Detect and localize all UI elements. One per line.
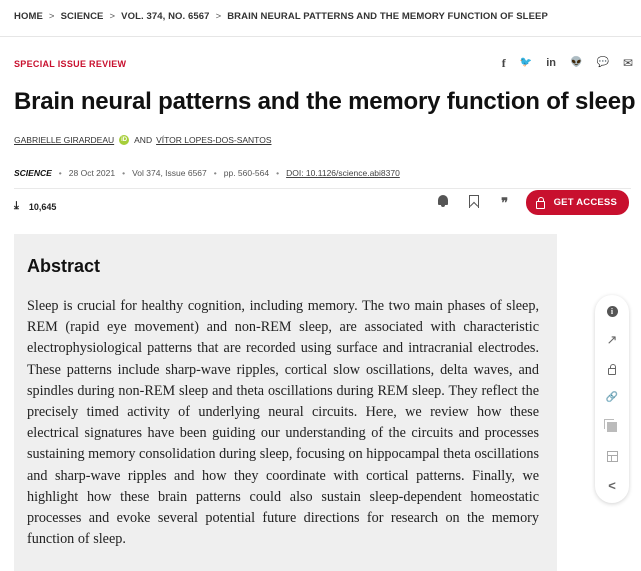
table-icon [607,451,618,462]
header-divider [0,36,641,37]
figures-icon [607,422,617,432]
meta-divider [14,188,631,189]
orcid-icon[interactable]: iD [121,137,128,143]
bookmark-icon [469,195,479,208]
publication-date: 28 Oct 2021 [68,168,116,178]
linkedin-icon[interactable]: in [546,57,557,69]
author-list [14,135,272,145]
link-button[interactable] [595,388,629,408]
abstract-text: Sleep is crucial for healthy cognition, including memory. The two main phases of sleep, REM (rapid eye movement) and non-REM sleep, are associated with characteristic electrophysiological patterns that are recorded using surface and intracranial electrodes. These patterns include sharp-wave ripples, cortical slow oscillations, delta waves, and spindles during non-REM sleep and theta oscillations during REM sleep. They reflect the precisely timed activity of underlying neural circuits. Here, we review how these electrical signatures have been guiding our understanding of the circuits and processes sustaining memory consolidation during sleep, focusing on hippocampal theta oscillations and sharp-wave ripples and how they coordinate with cortical patterns. Finally, we highlight how these brain patterns could also sustain sleep-dependent homeostatic processes and evoke several potential future directions for research on the memory function of sleep. [27,298,539,548]
access-button[interactable] [595,359,629,379]
get-access-button[interactable] [526,190,629,215]
info-button[interactable] [595,301,629,321]
cite-icon[interactable]: ❞ [501,194,509,210]
section-label: SPECIAL ISSUE REVIEW [14,59,127,69]
bell-icon [437,195,449,207]
journal-name: SCIENCE [14,168,52,178]
meta-separator: • [213,168,217,178]
breadcrumb-separator: > [215,11,222,22]
alert-button[interactable] [433,195,453,210]
share-button[interactable] [595,476,629,496]
wechat-icon[interactable]: 💬 [596,57,609,68]
meta-separator: • [276,168,280,178]
trending-icon: ↗ [606,332,618,347]
author-link-first[interactable]: GABRIELLE GIRARDEAU [14,135,115,145]
breadcrumb [14,11,548,22]
reddit-icon[interactable]: 👽 [570,57,583,68]
breadcrumb-issue[interactable]: VOL. 374, NO. 6567 [121,11,210,22]
tables-button[interactable] [595,446,629,466]
download-icon: ⤓ [14,200,19,212]
doi-link[interactable]: DOI: 10.1126/science.abi8370 [286,168,400,178]
share-icon: < [608,478,616,493]
bookmark-button[interactable] [464,195,484,211]
breadcrumb-separator: > [48,11,55,22]
download-count-value: 10,645 [28,201,57,212]
breadcrumb-home[interactable]: HOME [14,11,43,22]
breadcrumb-current-article: BRAIN NEURAL PATTERNS AND THE MEMORY FUNCTION OF SLEEP [227,11,548,22]
get-access-label: GET ACCESS [553,197,617,208]
page-range: pp. 560-564 [223,168,270,178]
metrics-button[interactable] [595,330,629,350]
figures-button[interactable] [595,417,629,437]
lock-icon [608,368,616,375]
link-icon: 🔗 [605,392,619,403]
twitter-icon[interactable]: 🐦 [519,57,533,68]
article-title: Brain neural patterns and the memory function of sleep [14,88,636,115]
meta-separator: • [122,168,126,178]
share-bar [502,56,633,70]
breadcrumb-separator: > [109,11,116,22]
author-link-second[interactable]: VÍTOR LOPES-DOS-SANTOS [156,135,272,145]
volume-issue: Vol 374, Issue 6567 [132,168,207,178]
meta-separator: • [58,168,62,178]
article-meta [14,168,400,178]
download-count [14,200,56,213]
breadcrumb-science[interactable]: SCIENCE [60,11,104,22]
facebook-icon[interactable]: f [501,56,506,70]
abstract-heading: Abstract [27,256,101,276]
lock-icon [536,201,545,209]
info-icon: i [607,306,618,317]
side-toolbar [595,295,629,503]
article-actions [433,190,629,215]
email-icon[interactable]: ✉ [622,56,633,70]
author-conjunction: AND [134,135,153,145]
abstract-section [14,234,557,571]
